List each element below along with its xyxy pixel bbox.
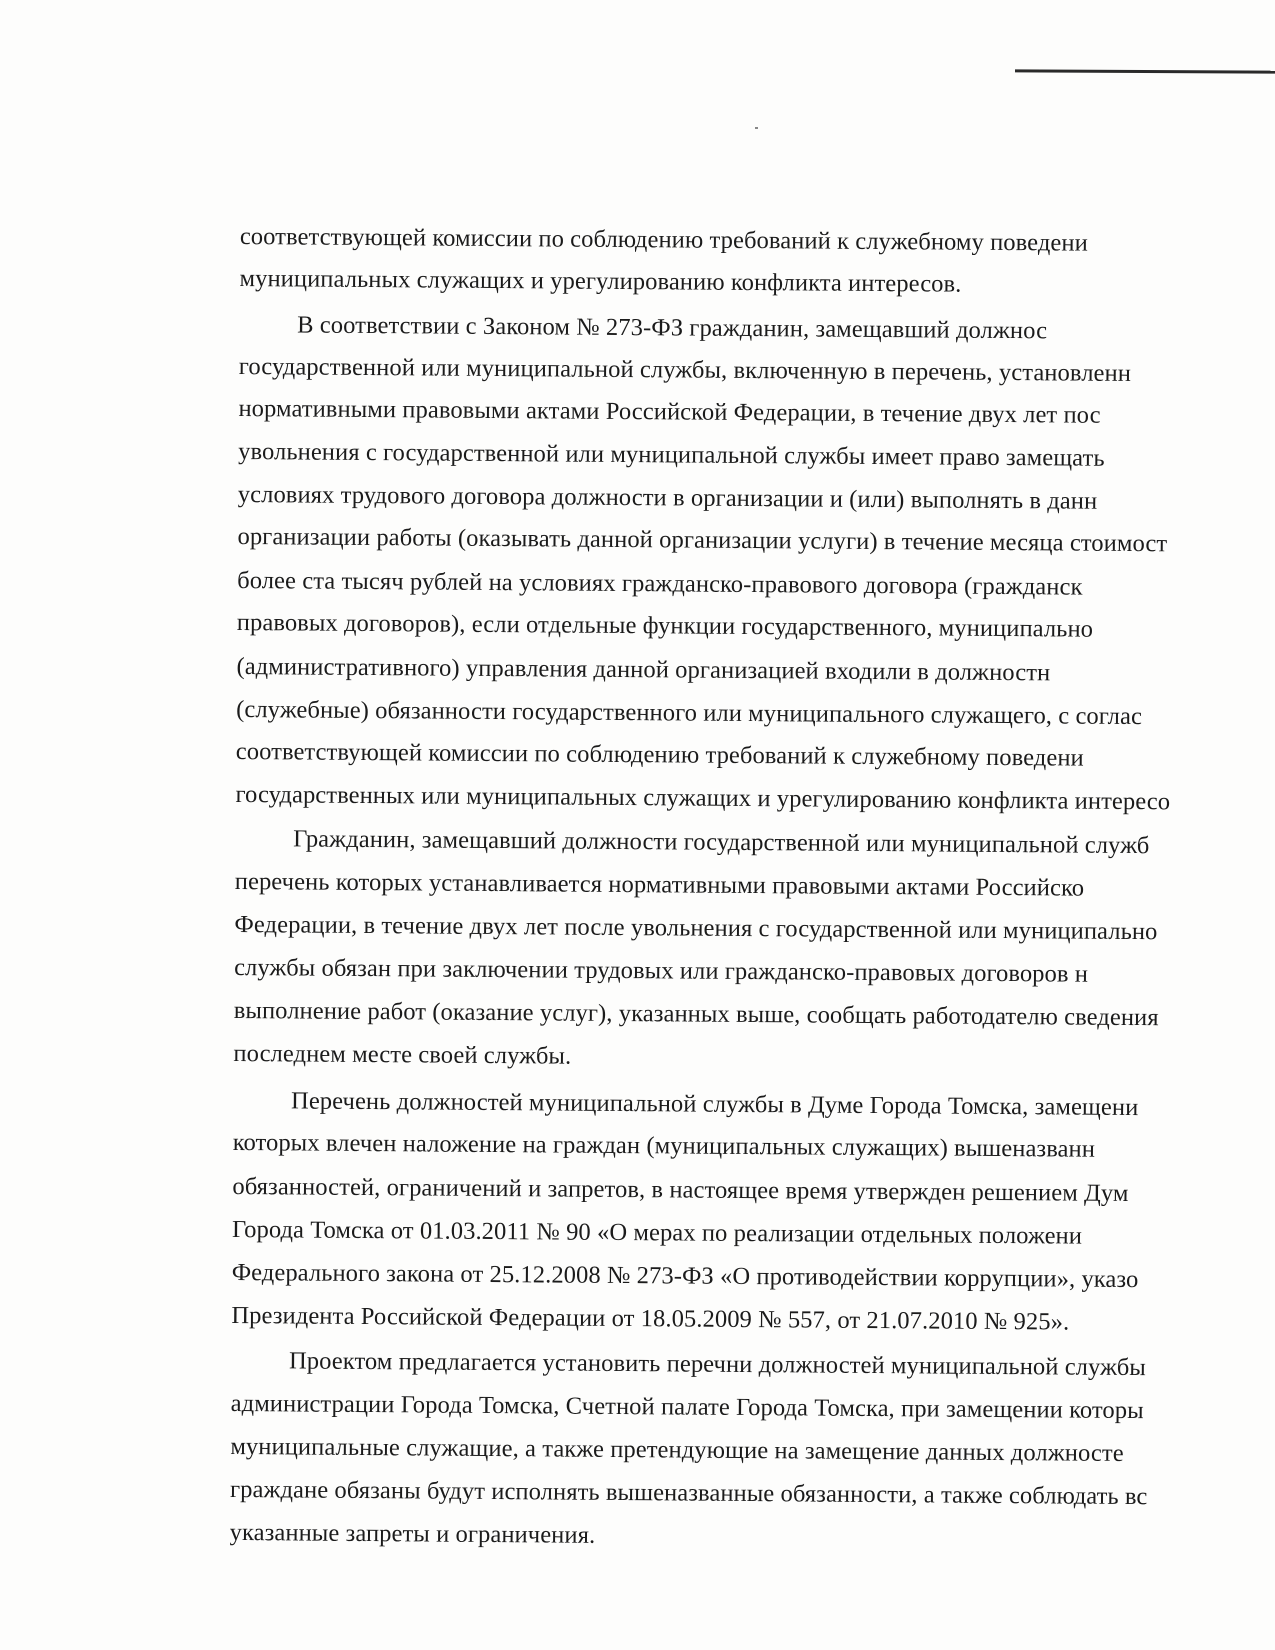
- text-line: правовых договоров), если отдельные функции государственного, муниципально: [236, 608, 1094, 643]
- header-rule: [1015, 69, 1275, 73]
- text-line: перечень которых устанавливается нормативными правовыми актами Российско: [234, 867, 1085, 902]
- paragraph-first-line: Проектом предлагается установить перечни должностей муниципальной службы: [288, 1347, 1147, 1382]
- text-line: выполнение работ (оказание услуг), указанных выше, сообщать работодателю сведения: [233, 996, 1159, 1032]
- text-line: государственной или муниципальной службы, включенную в перечень, установленн: [238, 352, 1132, 388]
- text-line: (служебные) обязанности государственного или муниципального служащего, с соглас: [236, 695, 1143, 731]
- text-line: муниципальных служащих и урегулированию конфликта интересов.: [239, 264, 962, 298]
- text-line: условиях трудового договора должности в организации и (или) выполнять в данн: [237, 480, 1098, 515]
- text-line: нормативными правовыми актами Российской Федерации, в течение двух лет пос: [238, 394, 1101, 429]
- text-line: указанные запреты и ограничения.: [229, 1518, 596, 1549]
- text-line: Президента Российской Федерации от 18.05.2009 № 557, от 21.07.2010 № 925».: [231, 1301, 1070, 1336]
- text-line: граждане обязаны будут исполнять вышеназванные обязанности, а также соблюдать вс: [229, 1475, 1148, 1511]
- text-line: увольнения с государственной или муниципальной службы имеет право замещать: [238, 437, 1105, 472]
- text-line: более ста тысяч рублей на условиях гражданско-правового договора (гражданск: [237, 566, 1083, 601]
- paragraph-first-line: Гражданин, замещавший должности государственной или муниципальной служб: [293, 825, 1150, 860]
- text-line: последнем месте своей службы.: [233, 1039, 572, 1070]
- text-line: муниципальные служащие, а также претендующие на замещение данных должносте: [230, 1432, 1124, 1467]
- paragraph-first-line: В соответствии с Законом № 273-ФЗ гражданин, замещавший должнос: [297, 311, 1048, 345]
- paragraph-first-line: Перечень должностей муниципальной службы в Думе Города Томска, замещени: [290, 1087, 1139, 1122]
- text-line: которых влечен наложение на граждан (муниципальных служащих) вышеназванн: [232, 1128, 1096, 1163]
- text-line: соответствующей комиссии по соблюдению требований к служебному поведени: [239, 222, 1088, 257]
- text-line: службы обязан при заключении трудовых или гражданско-правовых договоров н: [234, 953, 1089, 988]
- text-line: администрации Города Томска, Счетной палате Города Томска, при замещении которы: [230, 1389, 1144, 1425]
- text-line: государственных или муниципальных служащих и урегулированию конфликта интересо: [235, 780, 1171, 816]
- scan-speck: [755, 127, 758, 129]
- document-body: [229, 222, 1275, 1650]
- text-line: Федерации, в течение двух лет после увольнения с государственной или муниципально: [234, 910, 1158, 946]
- text-line: (административного) управления данной организацией входили в должностн: [236, 652, 1051, 687]
- text-line: обязанностей, ограничений и запретов, в настоящее время утвержден решением Дум: [232, 1172, 1129, 1208]
- text-line: Города Томска от 01.03.2011 № 90 «О мерах по реализации отдельных положени: [231, 1215, 1083, 1250]
- text-line: организации работы (оказывать данной организации услуги) в течение месяца стоимост: [237, 522, 1168, 558]
- text-line: Федерального закона от 25.12.2008 № 273-ФЗ «О противодействии коррупции», указо: [231, 1258, 1139, 1294]
- text-line: соответствующей комиссии по соблюдению требований к служебному поведени: [235, 737, 1084, 772]
